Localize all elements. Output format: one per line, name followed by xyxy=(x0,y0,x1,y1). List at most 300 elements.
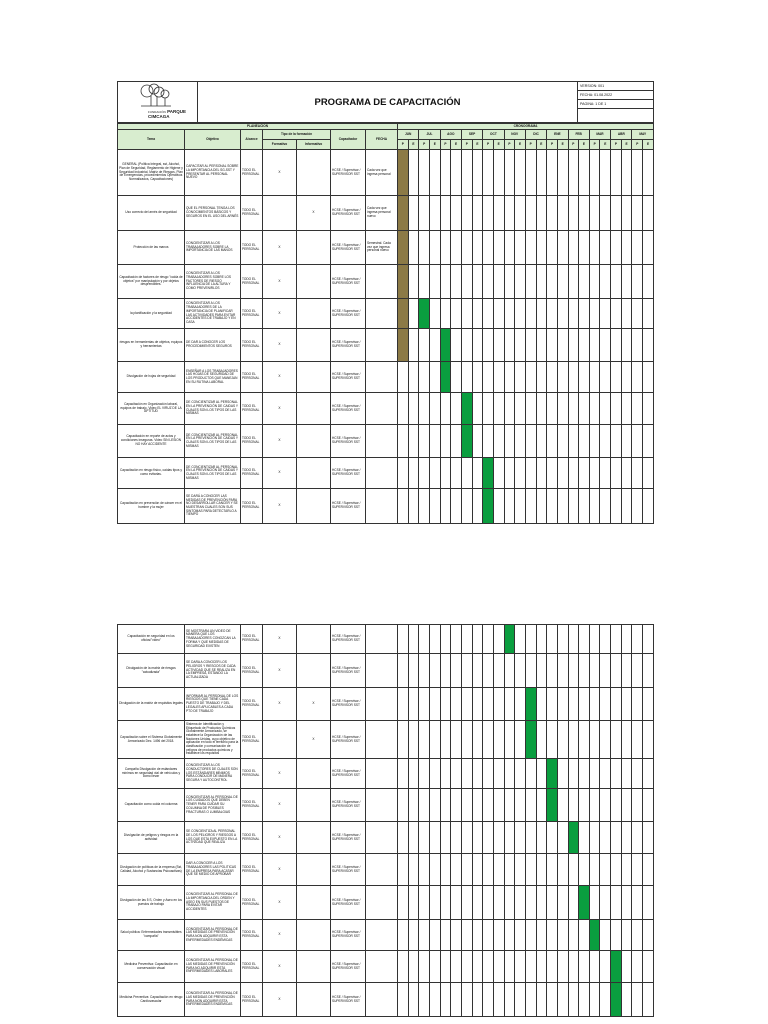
schedule-cell xyxy=(515,329,526,362)
schedule-cell xyxy=(525,920,536,951)
schedule-cell xyxy=(557,625,568,654)
schedule-cell xyxy=(589,265,600,299)
tema-cell: Divulgación de peligros y riesgos en la actividad xyxy=(118,822,185,854)
schedule-cell xyxy=(589,789,600,822)
schedule-cell xyxy=(557,854,568,886)
fecha-cell xyxy=(366,688,398,721)
fecha-cell xyxy=(366,822,398,854)
schedule-cell xyxy=(440,759,451,789)
schedule-cell xyxy=(536,196,547,231)
schedule-cell xyxy=(600,789,611,822)
table-row xyxy=(118,654,654,688)
schedule-cell xyxy=(398,983,409,1017)
schedule-cell xyxy=(504,920,515,951)
schedule-cell xyxy=(440,458,451,489)
schedule-cell xyxy=(643,759,654,789)
alcance-cell: TODO EL PERSONAL xyxy=(241,983,263,1017)
informativo-cell xyxy=(297,854,331,886)
schedule-cell xyxy=(621,983,632,1017)
schedule-cell xyxy=(483,854,494,886)
schedule-cell xyxy=(461,196,472,231)
schedule-cell xyxy=(621,951,632,983)
schedule-cell xyxy=(643,951,654,983)
schedule-cell xyxy=(461,654,472,688)
schedule-cell xyxy=(472,983,483,1017)
objetivo-cell: CONCIENTIZAR A LOS CONDUCTORES DE CUALES SON LOS ESTÁNDARES MÍNIMOS PARA CONDUCIR DE MANERA SEGURA Y AUTOCONTROL xyxy=(185,759,241,789)
schedule-cell xyxy=(632,265,643,299)
schedule-cell xyxy=(643,920,654,951)
fecha-cell xyxy=(366,458,398,489)
schedule-cell xyxy=(547,458,558,489)
capacitador-cell: HCSE / Supervisor / SUPERVISOR SST xyxy=(331,362,366,393)
schedule-cell xyxy=(547,721,558,759)
capacitador-header: Capacitador xyxy=(331,130,366,150)
schedule-cell xyxy=(611,854,622,886)
formativo-cell: X xyxy=(263,299,297,329)
formativo-cell: X xyxy=(263,329,297,362)
schedule-cell xyxy=(621,920,632,951)
schedule-cell xyxy=(429,231,440,265)
schedule-cell xyxy=(515,721,526,759)
fecha-cell xyxy=(366,920,398,951)
schedule-cell xyxy=(557,721,568,759)
schedule-cell xyxy=(547,759,558,789)
schedule-cell xyxy=(643,688,654,721)
schedule-cell xyxy=(611,951,622,983)
objetivo-cell: DE DAR A CONOCER LOS PROCEDIMIENTOS SEGUROS xyxy=(185,329,241,362)
schedule-cell xyxy=(461,759,472,789)
informativo-cell xyxy=(297,231,331,265)
schedule-cell xyxy=(461,951,472,983)
schedule-cell xyxy=(493,654,504,688)
schedule-cell xyxy=(408,759,419,789)
schedule-cell xyxy=(579,688,590,721)
schedule-cell xyxy=(493,458,504,489)
alcance-cell: TODO EL PERSONAL xyxy=(241,759,263,789)
schedule-cell xyxy=(472,688,483,721)
tema-cell: Divulgación de políticas de la empresa (Sst, Calidad, Alcohol y Sustancias Psicoactivas) xyxy=(118,854,185,886)
tema-cell: Divulgación de la matriz de riesgos "actualizada" xyxy=(118,654,185,688)
objetivo-cell: CONCIENTIZAR A LOS TRABAJADORES SOBRE LA IMPORTANCIA DE LAS MANOS xyxy=(185,231,241,265)
objetivo-cell: ENSEÑAR A LOS TRABAJADORES LAS HOJAS DE SEGURIDAD DE LOS PRODUCTOS QUE MANEJAN EN SU RUTINA LABORAL xyxy=(185,362,241,393)
schedule-cell xyxy=(643,299,654,329)
schedule-cell xyxy=(398,822,409,854)
schedule-cell xyxy=(429,789,440,822)
schedule-cell xyxy=(547,854,558,886)
schedule-cell xyxy=(589,920,600,951)
schedule-cell xyxy=(525,265,536,299)
schedule-cell xyxy=(557,688,568,721)
capacitador-cell: HCSE / Supervisor / SUPERVISOR SST xyxy=(331,759,366,789)
schedule-cell xyxy=(504,329,515,362)
tema-cell: riesgos en herramientas de objetos, equipos y herramientas xyxy=(118,329,185,362)
schedule-cell xyxy=(557,362,568,393)
schedule-cell xyxy=(525,625,536,654)
schedule-cell xyxy=(429,425,440,458)
schedule-cell xyxy=(493,886,504,920)
schedule-cell xyxy=(472,886,483,920)
schedule-cell xyxy=(504,721,515,759)
capacitador-cell: HCSE / Supervisor / SUPERVISOR SST xyxy=(331,489,366,524)
page-one xyxy=(117,81,653,524)
schedule-cell xyxy=(419,329,430,362)
objetivo-cell: DE CONCIENTIZAR AL PERSONAL EN LA PREVENCIÓN DE CAIDAS Y CUALES SON LOS TIPOS DE LAS MISMAS xyxy=(185,458,241,489)
schedule-cell xyxy=(643,329,654,362)
schedule-cell xyxy=(451,688,462,721)
schedule-cell xyxy=(579,196,590,231)
schedule-cell xyxy=(621,854,632,886)
schedule-cell xyxy=(611,489,622,524)
schedule-cell xyxy=(493,983,504,1017)
schedule-cell xyxy=(440,625,451,654)
schedule-cell xyxy=(600,625,611,654)
schedule-cell xyxy=(461,425,472,458)
informativo-cell xyxy=(297,458,331,489)
schedule-cell xyxy=(472,265,483,299)
schedule-cell xyxy=(440,196,451,231)
schedule-cell xyxy=(643,150,654,196)
planned-header: P xyxy=(398,140,409,150)
tema-cell: Divulgación de las 5 S, Orden y Aseo en los puestos de trabajo xyxy=(118,886,185,920)
schedule-cell xyxy=(621,150,632,196)
schedule-cell xyxy=(611,393,622,425)
alcance-cell: TODO EL PERSONAL xyxy=(241,329,263,362)
schedule-cell xyxy=(408,789,419,822)
schedule-cell xyxy=(408,625,419,654)
alcance-cell: TODO EL PERSONAL xyxy=(241,920,263,951)
alcance-cell: TODO EL PERSONAL xyxy=(241,688,263,721)
schedule-cell xyxy=(451,759,462,789)
page-label: PAGINA: 1 DE 1 xyxy=(578,100,654,109)
executed-header: E xyxy=(621,140,632,150)
schedule-cell xyxy=(643,789,654,822)
schedule-cell xyxy=(589,983,600,1017)
schedule-cell xyxy=(600,854,611,886)
schedule-cell xyxy=(440,329,451,362)
schedule-cell xyxy=(568,789,579,822)
objetivo-cell: SE DARA A CONOCER LOS PELIGROS Y RIESGOS DE CADA ACTIVIDAD QUE SE REALIZA EN LA EMPRESA, ESTANDO LA ACTUALIZADA xyxy=(185,654,241,688)
schedule-cell xyxy=(451,886,462,920)
schedule-cell xyxy=(398,299,409,329)
schedule-cell xyxy=(429,393,440,425)
month-header: ENE xyxy=(547,130,568,140)
schedule-cell xyxy=(557,983,568,1017)
schedule-cell xyxy=(504,759,515,789)
schedule-cell xyxy=(579,489,590,524)
schedule-cell xyxy=(429,759,440,789)
schedule-cell xyxy=(515,654,526,688)
schedule-cell xyxy=(440,150,451,196)
capacitador-cell: HCSE / Supervisor / SUPERVISOR SST xyxy=(331,625,366,654)
formativo-cell: X xyxy=(263,822,297,854)
schedule-cell xyxy=(643,854,654,886)
capacitador-cell: HCSE / Supervisor / SUPERVISOR SST xyxy=(331,329,366,362)
schedule-cell xyxy=(643,721,654,759)
objetivo-cell: CONCIENTIZAR A LOS TRABAJADORES DE LA IMPORTANCIA DE PLANIFICAR LAS ACTIVIDADES PARA EVITAR ACCIDENTES DE TRABAJO Y EN CASA xyxy=(185,299,241,329)
schedule-cell xyxy=(643,393,654,425)
fecha-cell xyxy=(366,854,398,886)
planned-header: P xyxy=(419,140,430,150)
capacitador-cell: HCSE / Supervisor / SUPERVISOR SST xyxy=(331,425,366,458)
planned-header: P xyxy=(611,140,622,150)
schedule-cell xyxy=(419,393,430,425)
schedule-cell xyxy=(536,983,547,1017)
month-header: MAR xyxy=(589,130,610,140)
schedule-cell xyxy=(451,458,462,489)
schedule-cell xyxy=(440,920,451,951)
training-table-continued xyxy=(117,624,654,1017)
planned-header: P xyxy=(568,140,579,150)
schedule-cell xyxy=(568,688,579,721)
schedule-cell xyxy=(429,920,440,951)
alcance-cell: TODO EL PERSONAL xyxy=(241,886,263,920)
informativo-cell: X xyxy=(297,721,331,759)
capacitador-cell: HCSE / Supervisor / SUPERVISOR SST xyxy=(331,854,366,886)
executed-header: E xyxy=(643,140,654,150)
schedule-cell xyxy=(547,822,558,854)
schedule-cell xyxy=(621,625,632,654)
tema-cell: Divulgación de hojas de seguridad xyxy=(118,362,185,393)
schedule-cell xyxy=(493,362,504,393)
schedule-cell xyxy=(504,362,515,393)
schedule-cell xyxy=(632,886,643,920)
schedule-cell xyxy=(515,759,526,789)
schedule-cell xyxy=(398,654,409,688)
schedule-cell xyxy=(472,393,483,425)
schedule-cell xyxy=(600,951,611,983)
schedule-cell xyxy=(589,458,600,489)
schedule-cell xyxy=(579,265,590,299)
schedule-cell xyxy=(600,920,611,951)
schedule-cell xyxy=(536,822,547,854)
tema-cell: Medicina Preventiva: Capacitación en conservación visual xyxy=(118,951,185,983)
schedule-cell xyxy=(568,489,579,524)
schedule-cell xyxy=(440,265,451,299)
schedule-cell xyxy=(398,625,409,654)
schedule-cell xyxy=(611,196,622,231)
schedule-cell xyxy=(408,721,419,759)
alcance-cell: TODO EL PERSONAL xyxy=(241,951,263,983)
schedule-cell xyxy=(589,688,600,721)
executed-header: E xyxy=(493,140,504,150)
objetivo-cell: SE MOSTRARA UN VIDEO DE MANERA QUE LOS TRABAJADORES CONOZCAN LA FORMA Y QUE MEDIDAS DE SEGURIDAD EXISTEN xyxy=(185,625,241,654)
schedule-cell xyxy=(493,789,504,822)
schedule-cell xyxy=(589,654,600,688)
schedule-cell xyxy=(611,458,622,489)
schedule-cell xyxy=(515,886,526,920)
schedule-cell xyxy=(461,688,472,721)
schedule-cell xyxy=(515,625,526,654)
schedule-cell xyxy=(483,329,494,362)
schedule-cell xyxy=(504,983,515,1017)
schedule-cell xyxy=(483,886,494,920)
schedule-cell xyxy=(451,654,462,688)
schedule-cell xyxy=(536,688,547,721)
schedule-cell xyxy=(429,721,440,759)
schedule-cell xyxy=(515,425,526,458)
schedule-cell xyxy=(419,951,430,983)
schedule-cell xyxy=(408,489,419,524)
schedule-cell xyxy=(536,425,547,458)
table-row xyxy=(118,196,654,231)
schedule-cell xyxy=(579,393,590,425)
month-header: JUL xyxy=(419,130,440,140)
objetivo-cell: CONCIENTIZAR AL PERSONAL DE LOS CUIDADOS QUE DEBEN TENER PARA CUIDAR SU COLUMNA DE POSIBLES FRACTURAS O LUMBALGIAS xyxy=(185,789,241,822)
schedule-cell xyxy=(472,759,483,789)
schedule-cell xyxy=(547,393,558,425)
schedule-cell xyxy=(451,425,462,458)
schedule-cell xyxy=(429,362,440,393)
capacitador-cell: HCSE / Supervisor / SUPERVISOR SST xyxy=(331,150,366,196)
month-header: JUN xyxy=(398,130,419,140)
schedule-cell xyxy=(579,458,590,489)
schedule-cell xyxy=(398,458,409,489)
schedule-cell xyxy=(461,458,472,489)
tema-cell: Capacitación en prevención de cáncer en el hombre y la mujer xyxy=(118,489,185,524)
schedule-cell xyxy=(547,231,558,265)
objetivo-cell: Sistema de Identificación y Etiquetado de Productos Químicos Globalmente Armonizado, se establece la Organización de las Naciones Unidas, cuyo objetivo de aplicación en todo el territorio para la clasificación y comunicación de peligros de productos químicos y establece los requisitos xyxy=(185,721,241,759)
schedule-cell xyxy=(621,329,632,362)
schedule-cell xyxy=(461,854,472,886)
schedule-cell xyxy=(632,983,643,1017)
schedule-cell xyxy=(515,196,526,231)
schedule-cell xyxy=(579,362,590,393)
schedule-cell xyxy=(557,759,568,789)
schedule-cell xyxy=(589,625,600,654)
schedule-cell xyxy=(408,458,419,489)
schedule-cell xyxy=(621,458,632,489)
schedule-cell xyxy=(419,654,430,688)
formativo-cell: X xyxy=(263,231,297,265)
alcance-cell: TODO EL PERSONAL xyxy=(241,789,263,822)
schedule-cell xyxy=(557,458,568,489)
schedule-cell xyxy=(525,654,536,688)
schedule-cell xyxy=(398,150,409,196)
schedule-cell xyxy=(536,721,547,759)
schedule-cell xyxy=(547,425,558,458)
informativo-cell xyxy=(297,329,331,362)
schedule-cell xyxy=(536,489,547,524)
schedule-cell xyxy=(472,329,483,362)
tema-cell: la planificación y la seguridad xyxy=(118,299,185,329)
schedule-cell xyxy=(536,329,547,362)
schedule-cell xyxy=(472,489,483,524)
schedule-cell xyxy=(472,299,483,329)
schedule-cell xyxy=(440,822,451,854)
schedule-cell xyxy=(429,489,440,524)
planned-header: P xyxy=(525,140,536,150)
schedule-cell xyxy=(451,299,462,329)
informativo-cell xyxy=(297,886,331,920)
version-label: VERSION: 001 xyxy=(578,82,654,91)
schedule-cell xyxy=(525,196,536,231)
schedule-cell xyxy=(472,625,483,654)
schedule-cell xyxy=(632,822,643,854)
capacitador-cell: HCSE / Supervisor / SUPERVISOR SST xyxy=(331,920,366,951)
schedule-cell xyxy=(632,759,643,789)
schedule-cell xyxy=(472,150,483,196)
schedule-cell xyxy=(525,688,536,721)
schedule-cell xyxy=(579,625,590,654)
schedule-cell xyxy=(643,886,654,920)
schedule-cell xyxy=(600,759,611,789)
schedule-cell xyxy=(632,299,643,329)
schedule-cell xyxy=(557,920,568,951)
schedule-cell xyxy=(451,854,462,886)
schedule-cell xyxy=(632,458,643,489)
schedule-cell xyxy=(579,854,590,886)
schedule-cell xyxy=(611,886,622,920)
schedule-cell xyxy=(600,393,611,425)
schedule-cell xyxy=(589,425,600,458)
fecha-cell xyxy=(366,789,398,822)
capacitador-cell: HCSE / Supervisor / SUPERVISOR SST xyxy=(331,886,366,920)
alcance-cell: TODO EL PERSONAL xyxy=(241,425,263,458)
schedule-cell xyxy=(525,854,536,886)
fecha-cell xyxy=(366,625,398,654)
schedule-cell xyxy=(408,951,419,983)
alcance-cell: TODO EL PERSONAL xyxy=(241,489,263,524)
tema-cell: Divulgación de la matriz de requisitos legales xyxy=(118,688,185,721)
schedule-cell xyxy=(621,654,632,688)
schedule-cell xyxy=(525,329,536,362)
schedule-cell xyxy=(440,688,451,721)
capacitador-cell: HCSE / Supervisor / SUPERVISOR SST xyxy=(331,196,366,231)
schedule-cell xyxy=(408,983,419,1017)
schedule-cell xyxy=(429,329,440,362)
schedule-cell xyxy=(398,721,409,759)
schedule-cell xyxy=(493,688,504,721)
schedule-cell xyxy=(611,265,622,299)
schedule-cell xyxy=(451,789,462,822)
schedule-cell xyxy=(515,489,526,524)
schedule-cell xyxy=(568,759,579,789)
alcance-cell: TODO EL PERSONAL xyxy=(241,231,263,265)
schedule-cell xyxy=(472,196,483,231)
schedule-cell xyxy=(579,231,590,265)
schedule-cell xyxy=(429,983,440,1017)
schedule-cell xyxy=(408,822,419,854)
schedule-cell xyxy=(557,150,568,196)
capacitador-cell: HCSE / Supervisor / SUPERVISOR SST xyxy=(331,654,366,688)
schedule-cell xyxy=(568,196,579,231)
schedule-cell xyxy=(525,886,536,920)
table-row xyxy=(118,489,654,524)
schedule-cell xyxy=(398,920,409,951)
schedule-cell xyxy=(515,983,526,1017)
schedule-cell xyxy=(429,625,440,654)
schedule-cell xyxy=(557,299,568,329)
fecha-cell xyxy=(366,329,398,362)
schedule-cell xyxy=(621,721,632,759)
schedule-cell xyxy=(419,362,430,393)
schedule-cell xyxy=(621,231,632,265)
schedule-cell xyxy=(493,920,504,951)
schedule-cell xyxy=(483,265,494,299)
table-row xyxy=(118,721,654,759)
schedule-cell xyxy=(398,196,409,231)
capacitador-cell: HCSE / Supervisor / SUPERVISOR SST xyxy=(331,393,366,425)
executed-header: E xyxy=(557,140,568,150)
schedule-cell xyxy=(589,329,600,362)
logo-text xyxy=(148,109,197,119)
formativo-cell xyxy=(263,196,297,231)
schedule-cell xyxy=(419,854,430,886)
objetivo-cell: DE CONCIENTIZAR AL PERSONAL EN LA PREVENCIÓN DE CAIDAS Y CUALES SON LOS TIPOS DE LAS MISMAS xyxy=(185,425,241,458)
schedule-cell xyxy=(461,721,472,759)
executed-header: E xyxy=(408,140,419,150)
schedule-cell xyxy=(547,920,558,951)
